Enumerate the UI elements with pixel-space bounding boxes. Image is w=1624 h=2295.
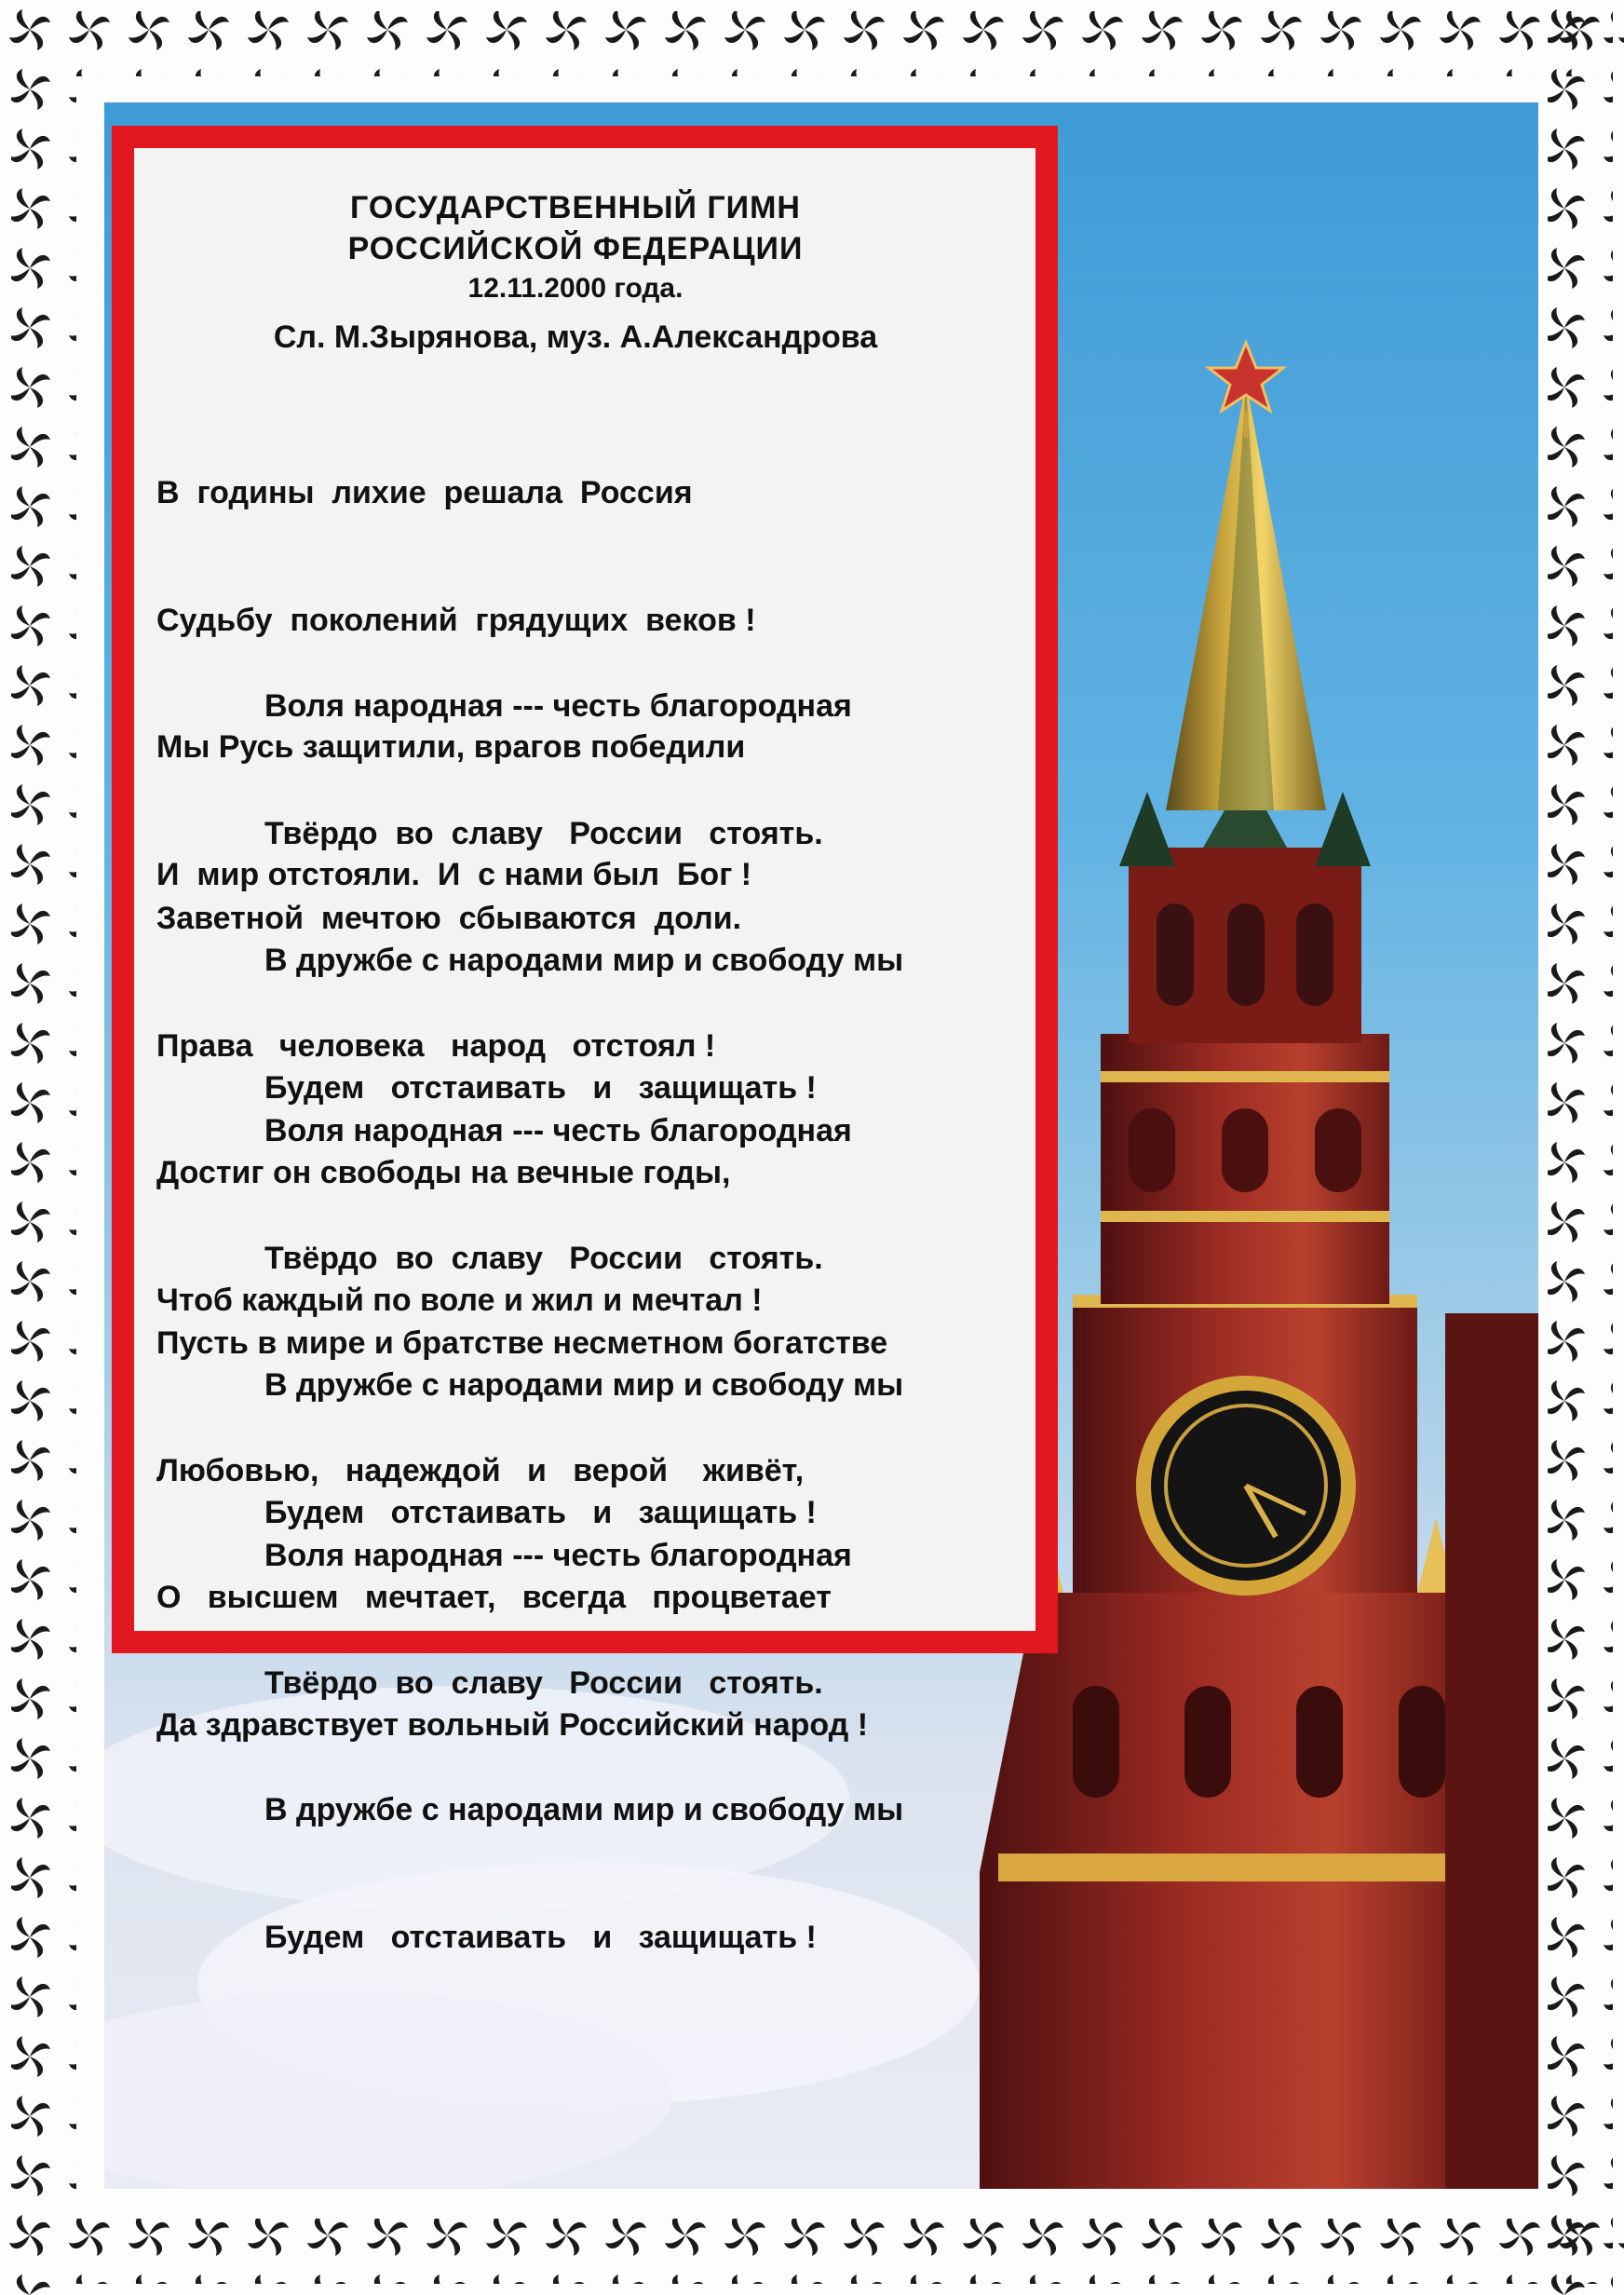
chorus-line: Твёрдо во славу России стоять. bbox=[264, 1240, 823, 1276]
chorus-line: Будем отстаивать и защищать ! bbox=[264, 1494, 817, 1530]
chorus-line: Воля народная --- честь благородная bbox=[264, 1113, 852, 1148]
chorus-line: Воля народная --- честь благородная bbox=[264, 688, 852, 724]
ornament-border-bottom bbox=[0, 2206, 1624, 2295]
verse-line: Мы Русь защитили, врагов победили bbox=[156, 729, 746, 765]
verse-line: Любовью, надеждой и верой живёт, bbox=[156, 1452, 805, 1488]
chorus-line: В дружбе с народами мир и свободу мы bbox=[264, 1792, 904, 1827]
anthem-date: 12.11.2000 года. bbox=[467, 273, 683, 304]
chorus-line: Будем отстаивать и защищать ! bbox=[264, 1069, 817, 1106]
chorus-3 bbox=[264, 1450, 903, 2044]
ornament-border-top bbox=[0, 0, 1624, 89]
chorus-line: Будем отстаивать и защищать ! bbox=[264, 1919, 817, 1955]
verse-line: Судьбу поколений грядущих веков ! bbox=[156, 602, 756, 638]
verse-line: Заветной мечтою сбываются доли. bbox=[156, 901, 742, 936]
verse-line: Да здравствует вольный Российский народ ! bbox=[156, 1706, 869, 1743]
anthem-authors: Сл. М.Зырянова, муз. А.Александрова bbox=[273, 319, 878, 355]
chorus-line: Твёрдо во славу России стоять. bbox=[264, 1664, 823, 1701]
verse-line: Чтоб каждый по воле и жил и мечтал ! bbox=[156, 1282, 763, 1318]
anthem-title-line1: ГОСУДАРСТВЕННЫЙ ГИМН bbox=[350, 190, 801, 225]
chorus-line: Воля народная --- честь благородная bbox=[264, 1538, 852, 1573]
anthem-text bbox=[134, 148, 1035, 1955]
chorus-line: В дружбе с народами мир и свободу мы bbox=[264, 1367, 904, 1403]
verse-line: Пусть в мире и братстве несметном богатстве bbox=[156, 1325, 888, 1361]
verse-line: О высшем мечтает, всегда процветает bbox=[156, 1580, 832, 1615]
verse-line: Права человека народ отстоял ! bbox=[156, 1027, 716, 1064]
anthem-header bbox=[134, 187, 1035, 360]
anthem-title-line2: РОССИЙСКОЙ ФЕДЕРАЦИИ bbox=[347, 231, 804, 266]
verse-line: В годины лихие решала Россия bbox=[156, 475, 693, 510]
verse-line: Достиг он свободы на вечные годы, bbox=[156, 1155, 731, 1190]
ornament-border-right bbox=[1535, 0, 1624, 2295]
chorus-line: В дружбе с народами мир и свободу мы bbox=[264, 943, 904, 978]
chorus-line: Твёрдо во славу России стоять. bbox=[264, 815, 823, 851]
ornament-border-left bbox=[0, 0, 89, 2295]
verse-line: И мир отстояли. И с нами был Бог ! bbox=[156, 856, 752, 892]
anthem-card bbox=[112, 126, 1058, 1955]
